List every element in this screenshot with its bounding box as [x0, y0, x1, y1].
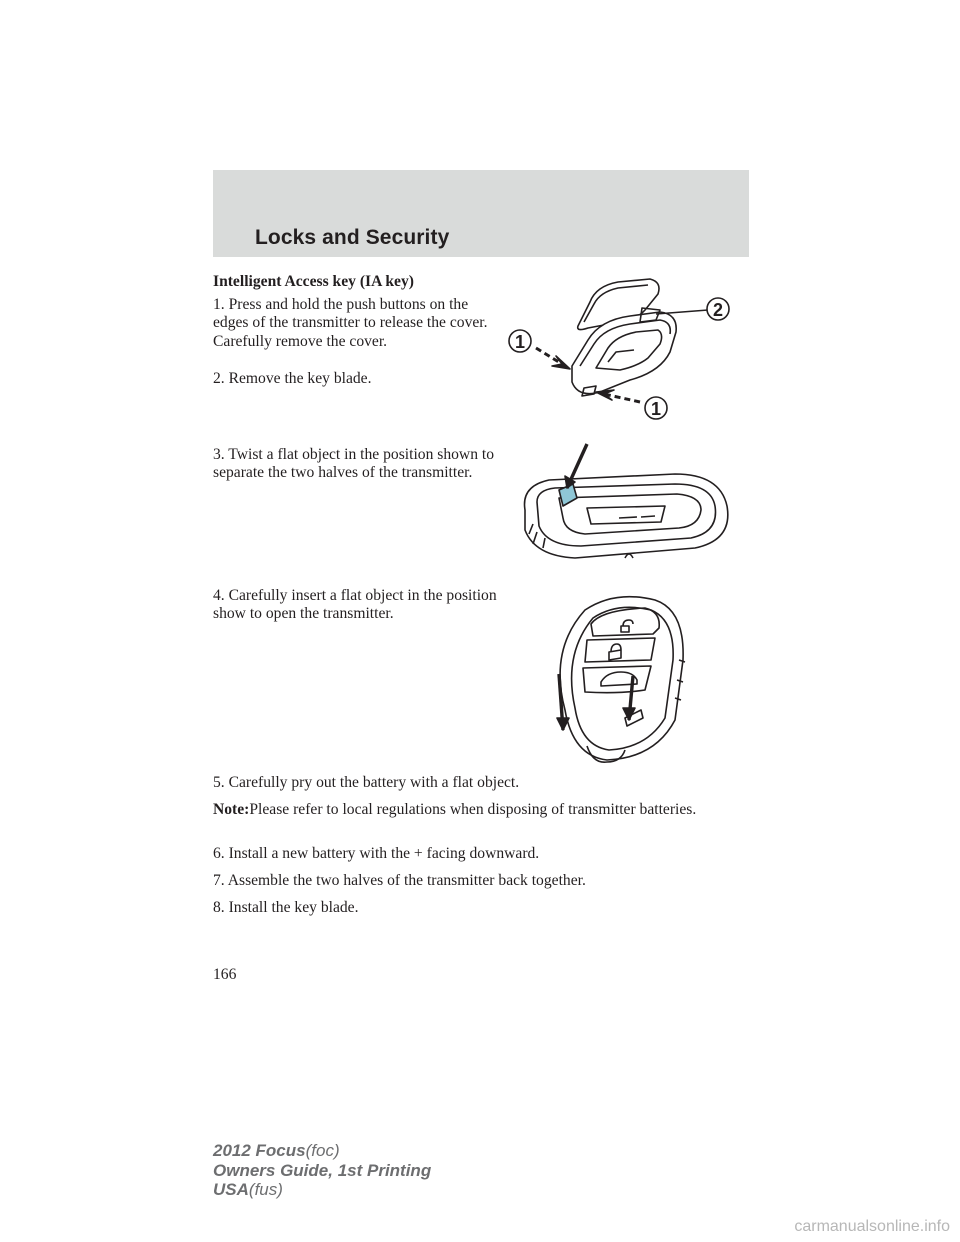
step-1: 1. Press and hold the push buttons on the edges of the transmitter to release the cover. Carefully remove the cover.	[213, 296, 488, 350]
page-title: Locks and Security	[255, 226, 450, 249]
figure-separate-halves	[515, 440, 740, 575]
watermark: carmanualsonline.info	[794, 1218, 950, 1235]
step-2: 2. Remove the key blade.	[213, 370, 372, 387]
step-6: 6. Install a new battery with the + facing downward.	[213, 845, 540, 862]
note-text: Please refer to local regulations when disposing of transmitter batteries.	[249, 801, 697, 818]
step-7: 7. Assemble the two halves of the transmitter back together.	[213, 872, 586, 889]
footer-guide: Owners Guide, 1st Printing	[213, 1160, 432, 1180]
figure-remove-cover	[500, 270, 750, 430]
footer-model-code: (foc)	[305, 1141, 340, 1160]
section-heading: Intelligent Access key (IA key)	[213, 273, 414, 290]
footer-market: USA	[213, 1180, 249, 1199]
step-3: 3. Twist a flat object in the position shown to separate the two halves of the transmitter.	[213, 446, 495, 482]
callout-1-left: 1	[514, 332, 526, 352]
footer	[213, 1141, 431, 1200]
figure-open-transmitter	[545, 590, 695, 765]
callout-2: 2	[712, 300, 724, 320]
callout-1-bottom: 1	[650, 399, 662, 419]
note-label: Note:	[213, 801, 250, 818]
arrow-1-left	[536, 348, 562, 364]
footer-model: 2012 Focus	[213, 1141, 306, 1160]
step-4: 4. Carefully insert a flat object in the position show to open the transmitter.	[213, 587, 497, 623]
step-8: 8. Install the key blade.	[213, 899, 359, 916]
page-number: 166	[213, 966, 237, 983]
footer-market-code: (fus)	[248, 1180, 283, 1199]
step-5: 5. Carefully pry out the battery with a flat object.	[213, 774, 520, 791]
note	[213, 801, 753, 819]
